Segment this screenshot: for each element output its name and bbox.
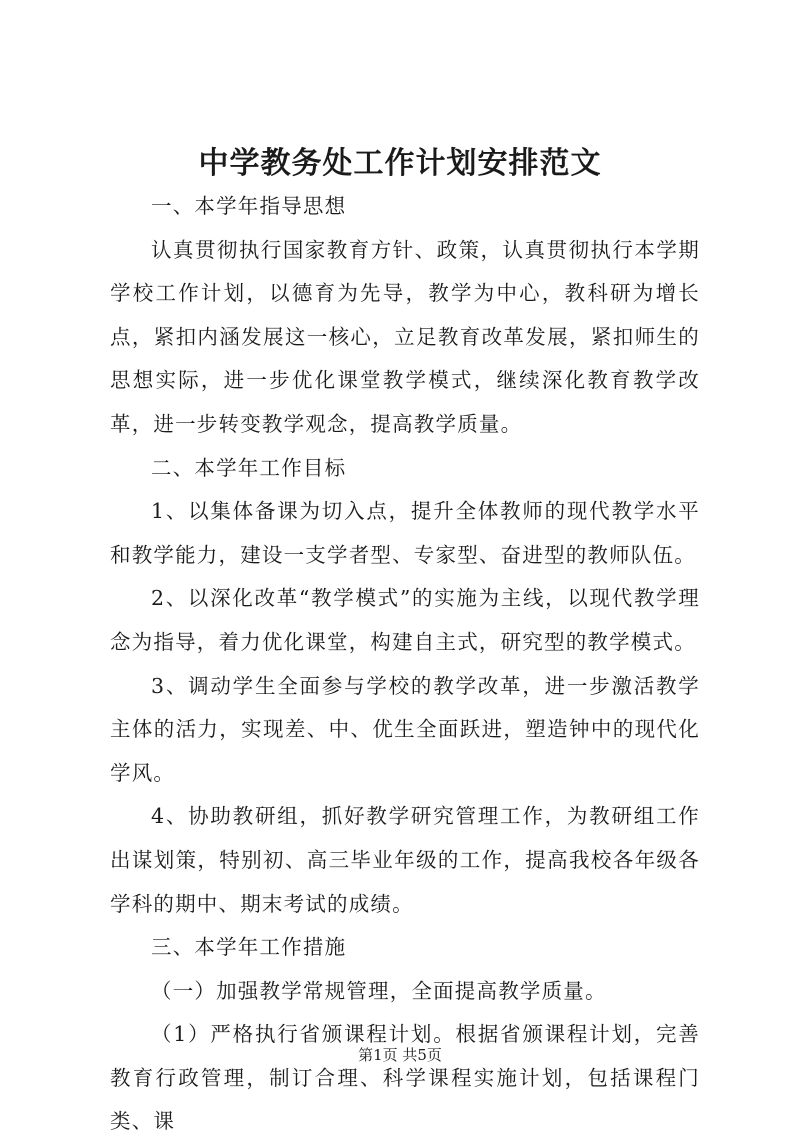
list-item-goal-4: 4、协助教研组，抓好教学研究管理工作，为教研组工作出谋划策，特别初、高三毕业年级的工作，提高我校各年级各学科的期中、期末考试的成绩。: [110, 804, 700, 916]
page-footer: 第1页 共5页: [358, 1046, 442, 1064]
section-heading-work-measures: 三、本学年工作措施: [151, 935, 347, 960]
subsection-heading-teaching-management: （一）加强教学常规管理，全面提高教学质量。: [151, 978, 607, 1003]
paragraph-guiding-ideology: 认真贯彻执行国家教育方针、政策，认真贯彻执行本学期学校工作计划，以德育为先导，教学为中心，教科研为增长点，紧扣内涵发展这一核心，立足教育改革发展，紧扣师生的思想实际，进一步优化课堂教学模式，继续深化教育教学改革，进一步转变教学观念，提高教学质量。: [110, 237, 700, 436]
list-item-goal-2: 2、以深化改革“教学模式”的实施为主线，以现代教学理念为指导，着力优化课堂，构建自主式，研究型的教学模式。: [110, 586, 700, 654]
list-item-goal-1: 1、以集体备课为切入点，提升全体教师的现代教学水平和教学能力，建设一支学者型、专家型、奋进型的教师队伍。: [110, 499, 700, 567]
section-heading-guiding-ideology: 一、本学年指导思想: [151, 194, 347, 218]
document-body: [110, 185, 700, 1144]
list-item-goal-3: 3、调动学生全面参与学校的教学改革，进一步激活教学主体的活力，实现差、中、优生全面跃进，塑造钟中的现代化学风。: [110, 673, 700, 785]
paragraph-curriculum-plan: （1）严格执行省颁课程计划。根据省颁课程计划，完善教育行政管理，制订合理、科学课程实施计划，包括课程门类、课: [110, 1022, 700, 1134]
document-title: 中学教务处工作计划安排范文: [198, 146, 602, 181]
section-heading-work-goals: 二、本学年工作目标: [151, 455, 347, 480]
